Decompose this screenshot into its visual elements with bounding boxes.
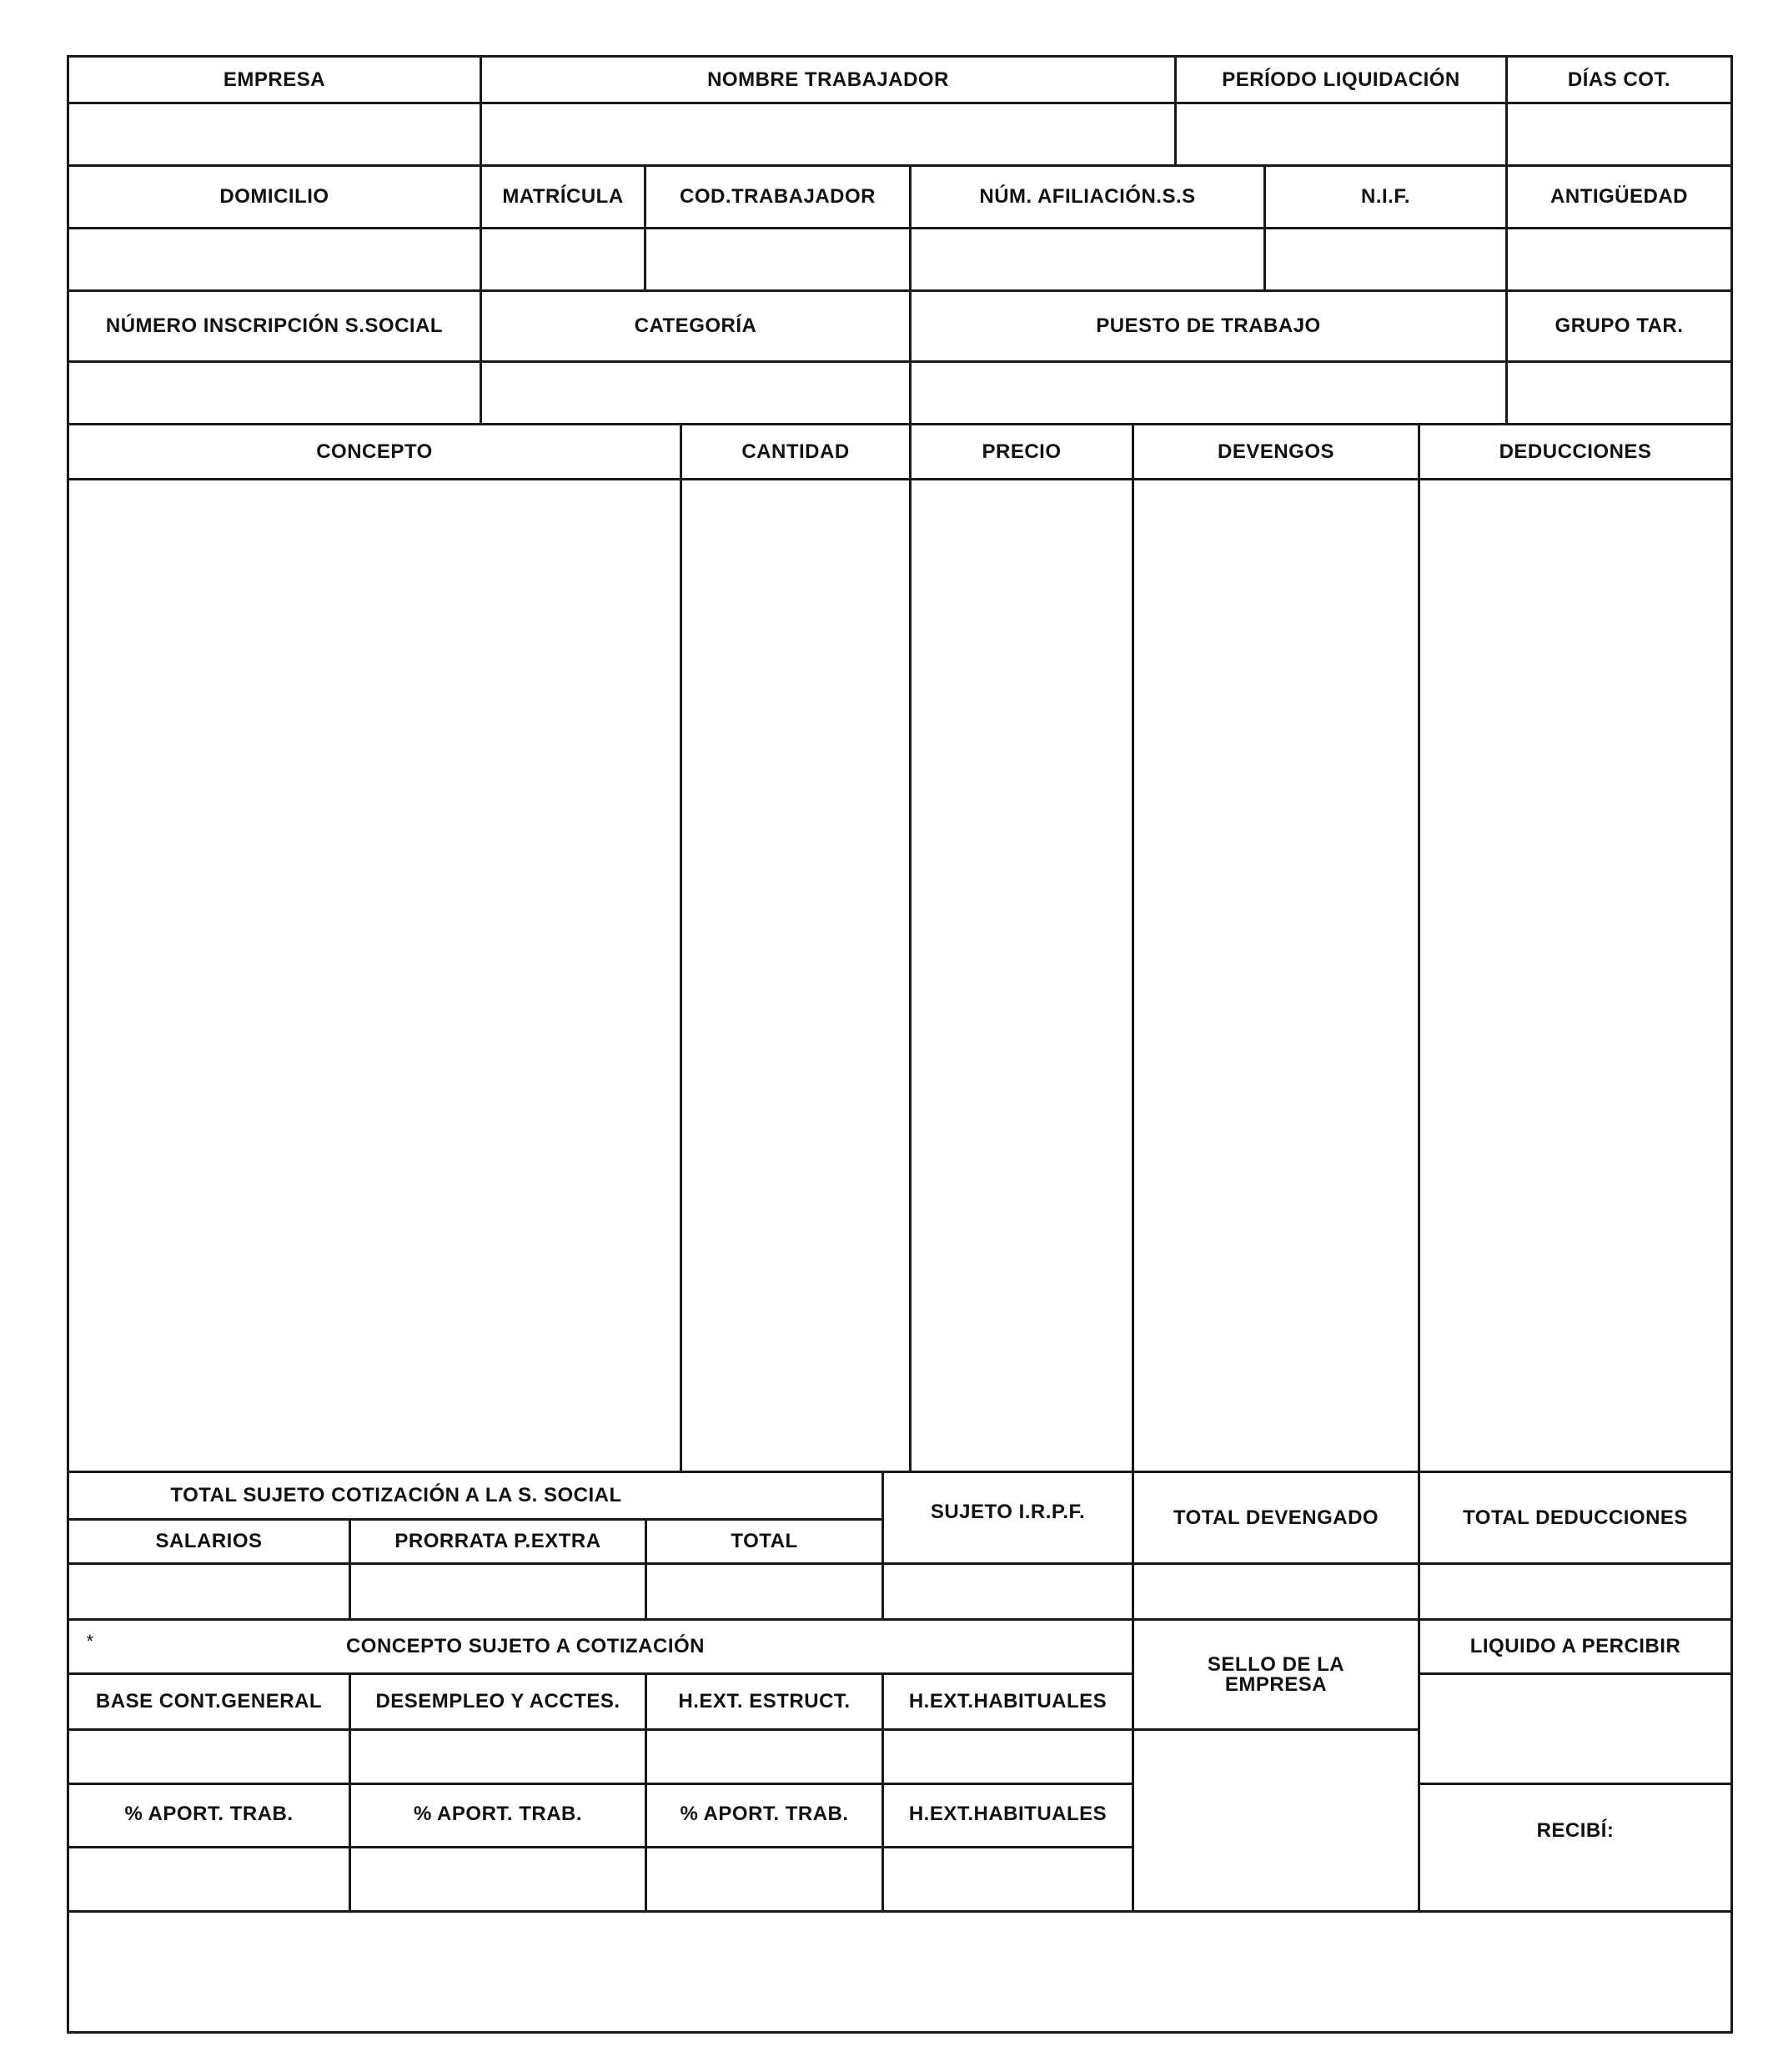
label-hext-habituales-1: H.EXT.HABITUALES [908, 1690, 1107, 1712]
label-base-cont-general: BASE CONT.GENERAL [95, 1690, 323, 1712]
label-aport-trab-2: % APORT. TRAB. [413, 1803, 583, 1825]
field-cod-trabajador[interactable] [646, 229, 909, 289]
header-categoria: CATEGORÍA [634, 314, 757, 337]
label-total-sujeto-cotizacion: TOTAL SUJETO COTIZACIÓN A LA S. SOCIAL [170, 1484, 622, 1506]
field-hext-estruct[interactable] [647, 1731, 881, 1783]
field-liquido-percibir[interactable] [1420, 1675, 1730, 1783]
field-domicilio[interactable] [69, 229, 480, 289]
field-num-afiliacion[interactable] [912, 229, 1263, 289]
label-hext-estruct: H.EXT. ESTRUCT. [678, 1690, 851, 1712]
header-puesto-trabajo: PUESTO DE TRABAJO [1096, 314, 1321, 337]
label-recibi: RECIBÍ: [1536, 1819, 1615, 1842]
header-cod-trabajador: COD.TRABAJADOR [680, 185, 876, 208]
label-desempleo-acctes: DESEMPLEO Y ACCTES. [375, 1690, 620, 1712]
header-dias-cot: DÍAS COT. [1567, 68, 1671, 91]
field-total-deducciones[interactable] [1420, 1565, 1730, 1618]
label-total-devengado: TOTAL DEVENGADO [1173, 1506, 1379, 1529]
header-nif: N.I.F. [1360, 185, 1410, 208]
label-aport-trab-1: % APORT. TRAB. [124, 1803, 294, 1825]
field-total-devengado[interactable] [1134, 1565, 1418, 1618]
col-concepto: CONCEPTO [316, 440, 433, 463]
field-matricula[interactable] [482, 229, 644, 289]
field-aport-trab-1[interactable] [69, 1848, 349, 1910]
field-nombre-trabajador[interactable] [482, 104, 1174, 164]
label-liquido-percibir: LIQUIDO A PERCIBIR [1469, 1635, 1681, 1657]
label-sujeto-irpf: SUJETO I.R.P.F. [930, 1501, 1086, 1523]
label-total-deducciones: TOTAL DEDUCCIONES [1463, 1506, 1688, 1529]
field-footer-notes[interactable] [69, 1913, 1730, 2031]
asterisk-mark: * [86, 1631, 94, 1652]
col-precio: PRECIO [982, 440, 1062, 463]
label-total: TOTAL [731, 1530, 798, 1552]
field-categoria[interactable] [482, 363, 909, 423]
label-prorrata-extra: PRORRATA P.EXTRA [394, 1530, 601, 1552]
field-aport-trab-3[interactable] [647, 1848, 881, 1910]
field-prorrata-extra[interactable] [351, 1565, 645, 1618]
header-grupo-tar: GRUPO TAR. [1555, 314, 1684, 337]
field-numero-inscripcion[interactable] [69, 363, 480, 423]
field-desempleo-acctes[interactable] [351, 1731, 645, 1783]
field-deducciones[interactable] [1420, 480, 1730, 1471]
field-cantidad[interactable] [682, 480, 909, 1471]
field-total[interactable] [647, 1565, 881, 1618]
field-hext-habituales-1[interactable] [884, 1731, 1132, 1783]
col-devengos: DEVENGOS [1217, 440, 1335, 463]
field-nif[interactable] [1266, 229, 1505, 289]
header-num-afiliacion: NÚM. AFILIACIÓN.S.S [979, 185, 1196, 208]
border-right [1730, 55, 1733, 2034]
border-bottom [67, 2031, 1733, 2034]
field-grupo-tar[interactable] [1508, 363, 1730, 423]
label-sello-empresa: SELLO DE LA EMPRESA [1207, 1653, 1345, 1696]
field-antiguedad[interactable] [1508, 229, 1730, 289]
field-concepto[interactable] [69, 480, 680, 1471]
col-cantidad: CANTIDAD [741, 440, 850, 463]
field-devengos[interactable] [1134, 480, 1418, 1471]
header-domicilio: DOMICILIO [219, 185, 329, 208]
field-base-cont-general[interactable] [69, 1731, 349, 1783]
field-precio[interactable] [912, 480, 1132, 1471]
field-dias-cot[interactable] [1508, 104, 1730, 164]
label-salarios: SALARIOS [155, 1530, 263, 1552]
header-matricula: MATRÍCULA [502, 185, 624, 208]
header-antiguedad: ANTIGÜEDAD [1550, 185, 1688, 208]
col-deducciones: DEDUCCIONES [1499, 440, 1652, 463]
field-empresa[interactable] [69, 104, 480, 164]
field-puesto-trabajo[interactable] [912, 363, 1505, 423]
field-hext-habituales-2[interactable] [884, 1848, 1132, 1910]
field-aport-trab-2[interactable] [351, 1848, 645, 1910]
field-salarios[interactable] [69, 1565, 349, 1618]
field-periodo-liquidacion[interactable] [1177, 104, 1505, 164]
field-sello-empresa[interactable] [1134, 1731, 1418, 1910]
header-empresa: EMPRESA [223, 68, 326, 91]
header-periodo-liquidacion: PERÍODO LIQUIDACIÓN [1222, 68, 1460, 91]
label-aport-trab-3: % APORT. TRAB. [680, 1803, 849, 1825]
field-sujeto-irpf[interactable] [884, 1565, 1132, 1618]
label-hext-habituales-2: H.EXT.HABITUALES [908, 1803, 1107, 1825]
header-numero-inscripcion: NÚMERO INSCRIPCIÓN S.SOCIAL [105, 314, 444, 337]
header-nombre-trabajador: NOMBRE TRABAJADOR [707, 68, 949, 91]
label-concepto-sujeto-cotizacion: CONCEPTO SUJETO A COTIZACIÓN [345, 1635, 706, 1657]
